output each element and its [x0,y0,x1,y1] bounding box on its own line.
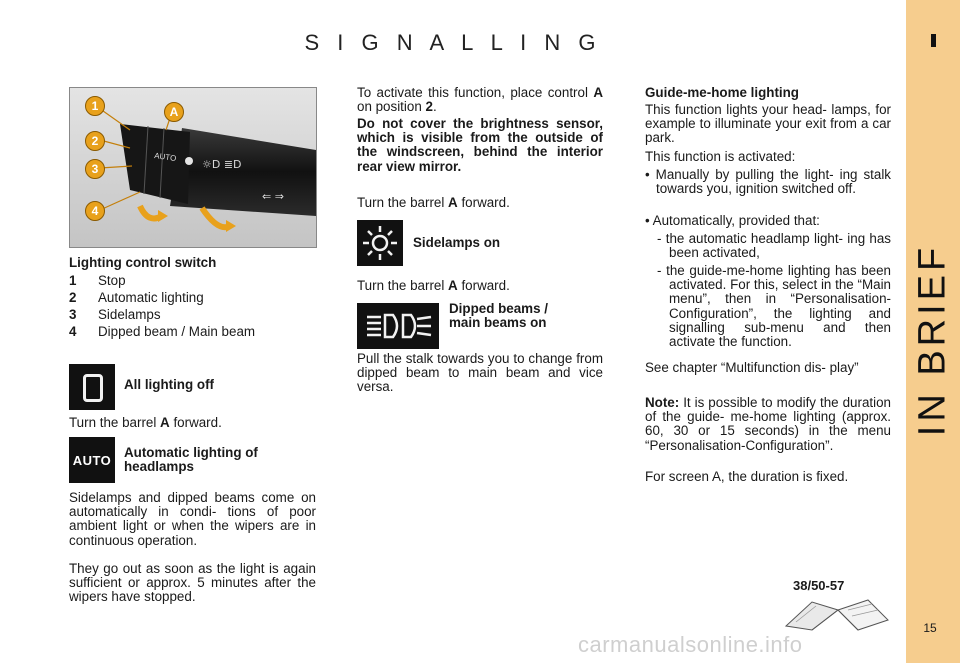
auto-lighting-heading: Automatic lighting of headlamps [124,445,258,474]
turn-barrel-off-text: Turn the barrel A forward. [69,415,222,430]
section-tab-label: IN BRIEF [911,243,954,437]
sidelamps-icon [357,220,403,266]
callout-3: 3 [85,159,105,179]
open-book-icon [782,596,892,632]
dipped-beams-heading: Dipped beams / main beams on [449,301,548,330]
lighting-stalk-photo [69,87,317,248]
see-chapter-text: See chapter “Multifunction dis- play” [645,360,859,375]
callout-1: 1 [85,96,105,116]
all-lighting-off-heading: All lighting off [124,377,214,392]
dipped-beam-symbol [357,303,439,349]
sub-item-guide-me-home: - the guide-me-home lighting has been activated. For this, select in the “Main menu”, then in “Personalisation- Configuration”, the lighting and signalling sub-menu and then activate the function. [657,263,891,350]
auto-icon-text: AUTO [72,452,112,468]
turn-barrel-text-2: Turn the barrel A forward. [357,278,510,293]
auto-lighting-text: Sidelamps and dipped beams come on automatically in condi- tions of poor ambient light or when the wipers are in continuous operation. [69,490,316,548]
sub-item-auto-headlamp: - the automatic headlamp light- ing has been activated, [657,231,891,261]
switch-item [69,307,319,323]
activated-text: This function is activated: [645,149,796,164]
switch-item-label: Stop [98,273,126,288]
screen-a-text: For screen A, the duration is fixed. [645,469,849,484]
switch-item-label: Sidelamps [98,307,161,322]
dipped-beams-text: Pull the stalk towards you to change from dipped beam to main beam and vice versa. [357,351,603,395]
tab-number-mark [931,34,936,47]
watermark: carmanualsonline.info [578,632,803,657]
reference-code: 38/50-57 [793,578,845,593]
switch-item-number: 2 [69,290,77,305]
svg-text:☼D ≣D: ☼D ≣D [202,158,242,171]
sidelamps-symbol [357,220,403,266]
activate-text: To activate this function, place control A on position 2. [357,85,603,115]
switch-item-label: Automatic lighting [98,290,204,305]
switch-item-number: 4 [69,324,77,339]
switch-title: Lighting control switch [69,255,217,270]
callout-a: A [164,102,184,122]
bullet-automatic: • Automatically, provided that: [645,213,820,228]
note-text: Note: It is possible to modify the duration of the guide- me-home lighting (approx. 60, 30 or 15 seconds) in the menu “Personalisation-Configuration”. [645,395,891,453]
turn-barrel-text-1: Turn the barrel A forward. [357,195,510,210]
sensor-warning: Do not cover the brightness sensor, which is visible from the outside of the windscreen, behind the interior rear view mirror. [357,116,603,174]
switch-item [69,324,319,340]
guide-me-home-intro: This function lights your head- lamps, for example to illuminate your exit from a car park. [645,102,891,146]
switch-item-number: 1 [69,273,77,288]
switch-item-label: Dipped beam / Main beam [98,324,256,339]
auto-lighting-off-text: They go out as soon as the light is again sufficient or approx. 5 minutes after the wipers have stopped. [69,561,316,605]
page-title: S I G N A L L I N G [304,30,602,55]
dipped-beam-icon [357,303,439,349]
lighting-off-icon [69,364,115,410]
bullet-manual: • Manually by pulling the light- ing stalk towards you, ignition switched off. [645,167,891,197]
guide-me-home-heading: Guide-me-home lighting [645,85,799,100]
callout-2: 2 [85,131,105,151]
svg-text:⇐ ⇒: ⇐ ⇒ [262,190,284,203]
sidelamps-heading: Sidelamps on [413,235,501,250]
lighting-off-symbol [83,374,103,402]
switch-item [69,273,319,289]
lighting-stalk-illustration [70,88,316,247]
callout-4: 4 [85,201,105,221]
switch-item-number: 3 [69,307,77,322]
switch-item [69,290,319,306]
auto-lighting-icon [69,437,115,483]
stalk-auto-label: AUTO [153,151,177,164]
page-number: 15 [923,621,937,635]
section-tab [906,240,960,440]
section-tab-number [917,34,949,48]
